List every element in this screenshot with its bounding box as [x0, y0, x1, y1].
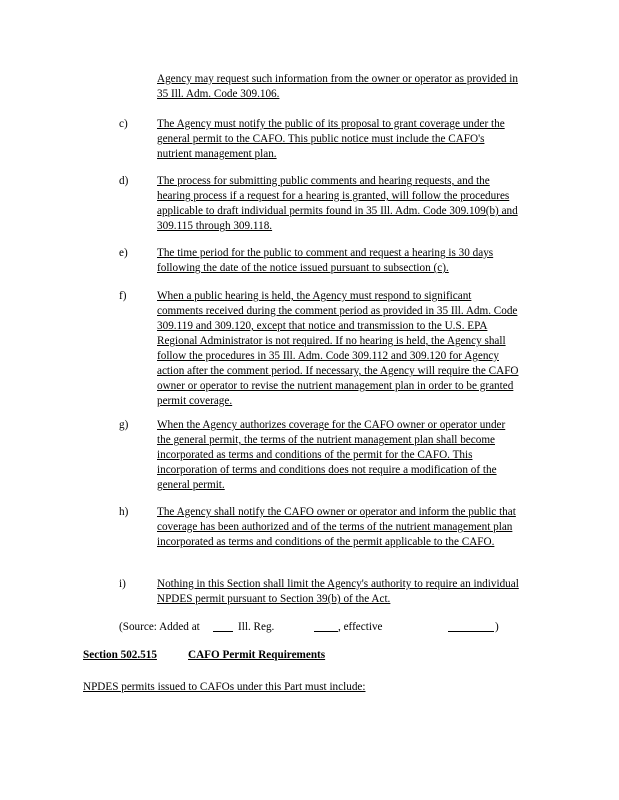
section-intro-text: NPDES permits issued to CAFOs under this Part must include:: [83, 681, 366, 693]
item-text-g: When the Agency authorizes coverage for the CAFO owner or operator under the general permit, the terms of the nutrient management plan shall become incorporated as terms and conditions of the permit for the CAFO. This incorporation of terms and conditions does not require a modification of the general permit.: [157, 419, 506, 491]
item-text-h: The Agency shall notify the CAFO owner or operator and inform the public that coverage has been authorized and of the terms of the nutrient management plan incorporated as terms and conditions of the permit applicable to the CAFO.: [157, 506, 516, 548]
item-label-h: h): [119, 506, 129, 518]
item-label-d: d): [119, 175, 129, 187]
source-prefix: (Source: Added at: [119, 621, 200, 633]
item-label-i: i): [119, 578, 126, 590]
source-reg: Ill. Reg.: [238, 621, 275, 633]
item-label-e: e): [119, 247, 128, 259]
section-number: Section 502.515: [83, 649, 157, 661]
item-text-d: The process for submitting public comments and hearing requests, and the hearing process if a request for a hearing is granted, will follow the procedures applicable to draft individual permits found in 35 Ill. Adm. Code 309.109(b) and 309.115 through 309.118.: [157, 175, 518, 232]
source-volume-line: [213, 620, 233, 632]
item-text-e: The time period for the public to comment and request a hearing is 30 days following the date of the notice issued pursuant to subsection (c).: [157, 247, 494, 274]
source-page-blank: [314, 620, 338, 632]
source-date-blank: [448, 620, 494, 632]
source-effective: , effective: [338, 621, 383, 633]
continuation-paragraph: Agency may request such information from the owner or operator as provided in 35 Ill. Adm. Code 309.106.: [157, 73, 518, 100]
item-text-c: The Agency must notify the public of its proposal to grant coverage under the general permit to the CAFO. This public notice must include the CAFO's nutrient management plan.: [157, 118, 505, 160]
item-label-c: c): [119, 118, 128, 130]
item-text-i: Nothing in this Section shall limit the Agency's authority to require an individual NPDES permit pursuant to Section 39(b) of the Act.: [157, 578, 519, 605]
source-close: ): [495, 621, 499, 633]
item-label-g: g): [119, 419, 129, 431]
item-text-f: When a public hearing is held, the Agency must respond to significant comments received during the comment period as provided in 35 Ill. Adm. Code 309.119 and 309.120, except that notice and transmission to the U.S. EPA Regional Administrator is not required. If no hearing is held, the Agency shall follow the procedures in 35 Ill. Adm. Code 309.112 and 309.120 for Agency action after the comment period. If necessary, the Agency will require the CAFO owner or operator to revise the nutrient management plan in order to be granted permit coverage.: [157, 290, 519, 407]
section-title: CAFO Permit Requirements: [188, 649, 326, 661]
item-label-f: f): [119, 290, 127, 302]
